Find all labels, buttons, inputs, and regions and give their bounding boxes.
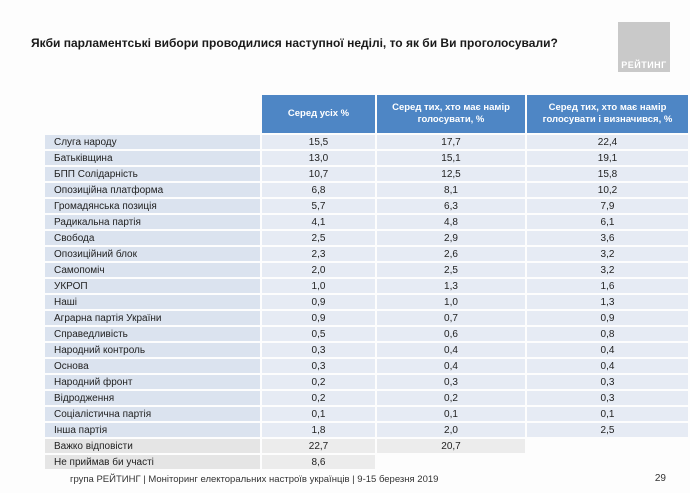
value-cell: 0,2 xyxy=(377,391,525,405)
column-header: Серед усіх % xyxy=(262,95,375,133)
value-cell: 2,5 xyxy=(527,423,688,437)
party-name-cell: Аграрна партія України xyxy=(45,311,260,325)
value-cell: 0,1 xyxy=(262,407,375,421)
value-cell: 13,0 xyxy=(262,151,375,165)
value-cell xyxy=(527,455,688,469)
party-name-cell: Основа xyxy=(45,359,260,373)
value-cell: 2,3 xyxy=(262,247,375,261)
slide-title: Якби парламентські вибори проводилися наступної неділі, то як би Ви проголосували? xyxy=(31,36,558,50)
value-cell: 0,5 xyxy=(262,327,375,341)
value-cell: 6,1 xyxy=(527,215,688,229)
party-name-cell: Батьківщина xyxy=(45,151,260,165)
party-name-cell: Опозиційна платформа xyxy=(45,183,260,197)
value-cell: 1,8 xyxy=(262,423,375,437)
party-name-cell: БПП Солідарність xyxy=(45,167,260,181)
value-cell: 15,5 xyxy=(262,135,375,149)
rating-logo-label: РЕЙТИНГ xyxy=(621,60,667,70)
party-name-cell: Свобода xyxy=(45,231,260,245)
value-cell: 10,7 xyxy=(262,167,375,181)
value-cell: 0,6 xyxy=(377,327,525,341)
value-cell: 2,0 xyxy=(377,423,525,437)
value-cell: 0,4 xyxy=(377,343,525,357)
value-cell xyxy=(377,455,525,469)
party-name-cell: Радикальна партія xyxy=(45,215,260,229)
value-cell: 12,5 xyxy=(377,167,525,181)
value-cell: 6,3 xyxy=(377,199,525,213)
value-cell: 10,2 xyxy=(527,183,688,197)
party-name-cell: Громадянська позиція xyxy=(45,199,260,213)
value-cell: 8,6 xyxy=(262,455,375,469)
value-cell: 22,7 xyxy=(262,439,375,453)
value-cell: 1,6 xyxy=(527,279,688,293)
value-cell: 2,6 xyxy=(377,247,525,261)
party-name-cell: Слуга народу xyxy=(45,135,260,149)
party-name-cell: Важко відповісти xyxy=(45,439,260,453)
value-cell: 19,1 xyxy=(527,151,688,165)
value-cell: 20,7 xyxy=(377,439,525,453)
value-cell: 8,1 xyxy=(377,183,525,197)
party-name-cell: Наші xyxy=(45,295,260,309)
results-table xyxy=(45,95,688,469)
party-name-cell: Інша партія xyxy=(45,423,260,437)
value-cell: 3,2 xyxy=(527,247,688,261)
value-cell: 0,1 xyxy=(527,407,688,421)
value-cell: 15,8 xyxy=(527,167,688,181)
value-cell: 0,9 xyxy=(262,295,375,309)
value-cell: 0,7 xyxy=(377,311,525,325)
value-cell: 2,9 xyxy=(377,231,525,245)
column-header: Серед тих, хто має намір голосувати і визначився, % xyxy=(527,95,688,133)
value-cell: 0,8 xyxy=(527,327,688,341)
party-name-cell: Справедливість xyxy=(45,327,260,341)
value-cell: 2,5 xyxy=(262,231,375,245)
value-cell: 17,7 xyxy=(377,135,525,149)
value-cell: 1,3 xyxy=(527,295,688,309)
value-cell: 0,9 xyxy=(262,311,375,325)
party-name-cell: Соціалістична партія xyxy=(45,407,260,421)
value-cell xyxy=(527,439,688,453)
party-name-cell: УКРОП xyxy=(45,279,260,293)
party-name-cell: Опозиційний блок xyxy=(45,247,260,261)
value-cell: 15,1 xyxy=(377,151,525,165)
party-name-cell: Народний фронт xyxy=(45,375,260,389)
value-cell: 4,8 xyxy=(377,215,525,229)
column-header: Серед тих, хто має намір голосувати, % xyxy=(377,95,525,133)
party-name-cell: Відродження xyxy=(45,391,260,405)
value-cell: 2,0 xyxy=(262,263,375,277)
value-cell: 0,9 xyxy=(527,311,688,325)
page-number: 29 xyxy=(654,473,666,484)
value-cell: 0,4 xyxy=(377,359,525,373)
value-cell: 22,4 xyxy=(527,135,688,149)
party-name-cell: Не приймав би участі xyxy=(45,455,260,469)
value-cell: 6,8 xyxy=(262,183,375,197)
party-name-cell: Народний контроль xyxy=(45,343,260,357)
value-cell: 0,4 xyxy=(527,343,688,357)
value-cell: 1,0 xyxy=(262,279,375,293)
value-cell: 1,3 xyxy=(377,279,525,293)
value-cell: 1,0 xyxy=(377,295,525,309)
party-name-cell: Самопоміч xyxy=(45,263,260,277)
value-cell: 2,5 xyxy=(377,263,525,277)
value-cell: 0,3 xyxy=(527,391,688,405)
value-cell: 5,7 xyxy=(262,199,375,213)
value-cell: 0,3 xyxy=(262,343,375,357)
value-cell: 0,2 xyxy=(262,391,375,405)
rating-logo xyxy=(618,22,670,72)
value-cell: 0,3 xyxy=(377,375,525,389)
value-cell: 0,2 xyxy=(262,375,375,389)
value-cell: 0,1 xyxy=(377,407,525,421)
footer-source: група РЕЙТИНГ | Моніторинг електоральних настроїв українців | 9-15 березня 2019 xyxy=(70,474,439,485)
value-cell: 0,3 xyxy=(527,375,688,389)
value-cell: 3,6 xyxy=(527,231,688,245)
value-cell: 0,3 xyxy=(262,359,375,373)
table-corner xyxy=(45,95,260,133)
value-cell: 4,1 xyxy=(262,215,375,229)
value-cell: 7,9 xyxy=(527,199,688,213)
value-cell: 3,2 xyxy=(527,263,688,277)
value-cell: 0,4 xyxy=(527,359,688,373)
